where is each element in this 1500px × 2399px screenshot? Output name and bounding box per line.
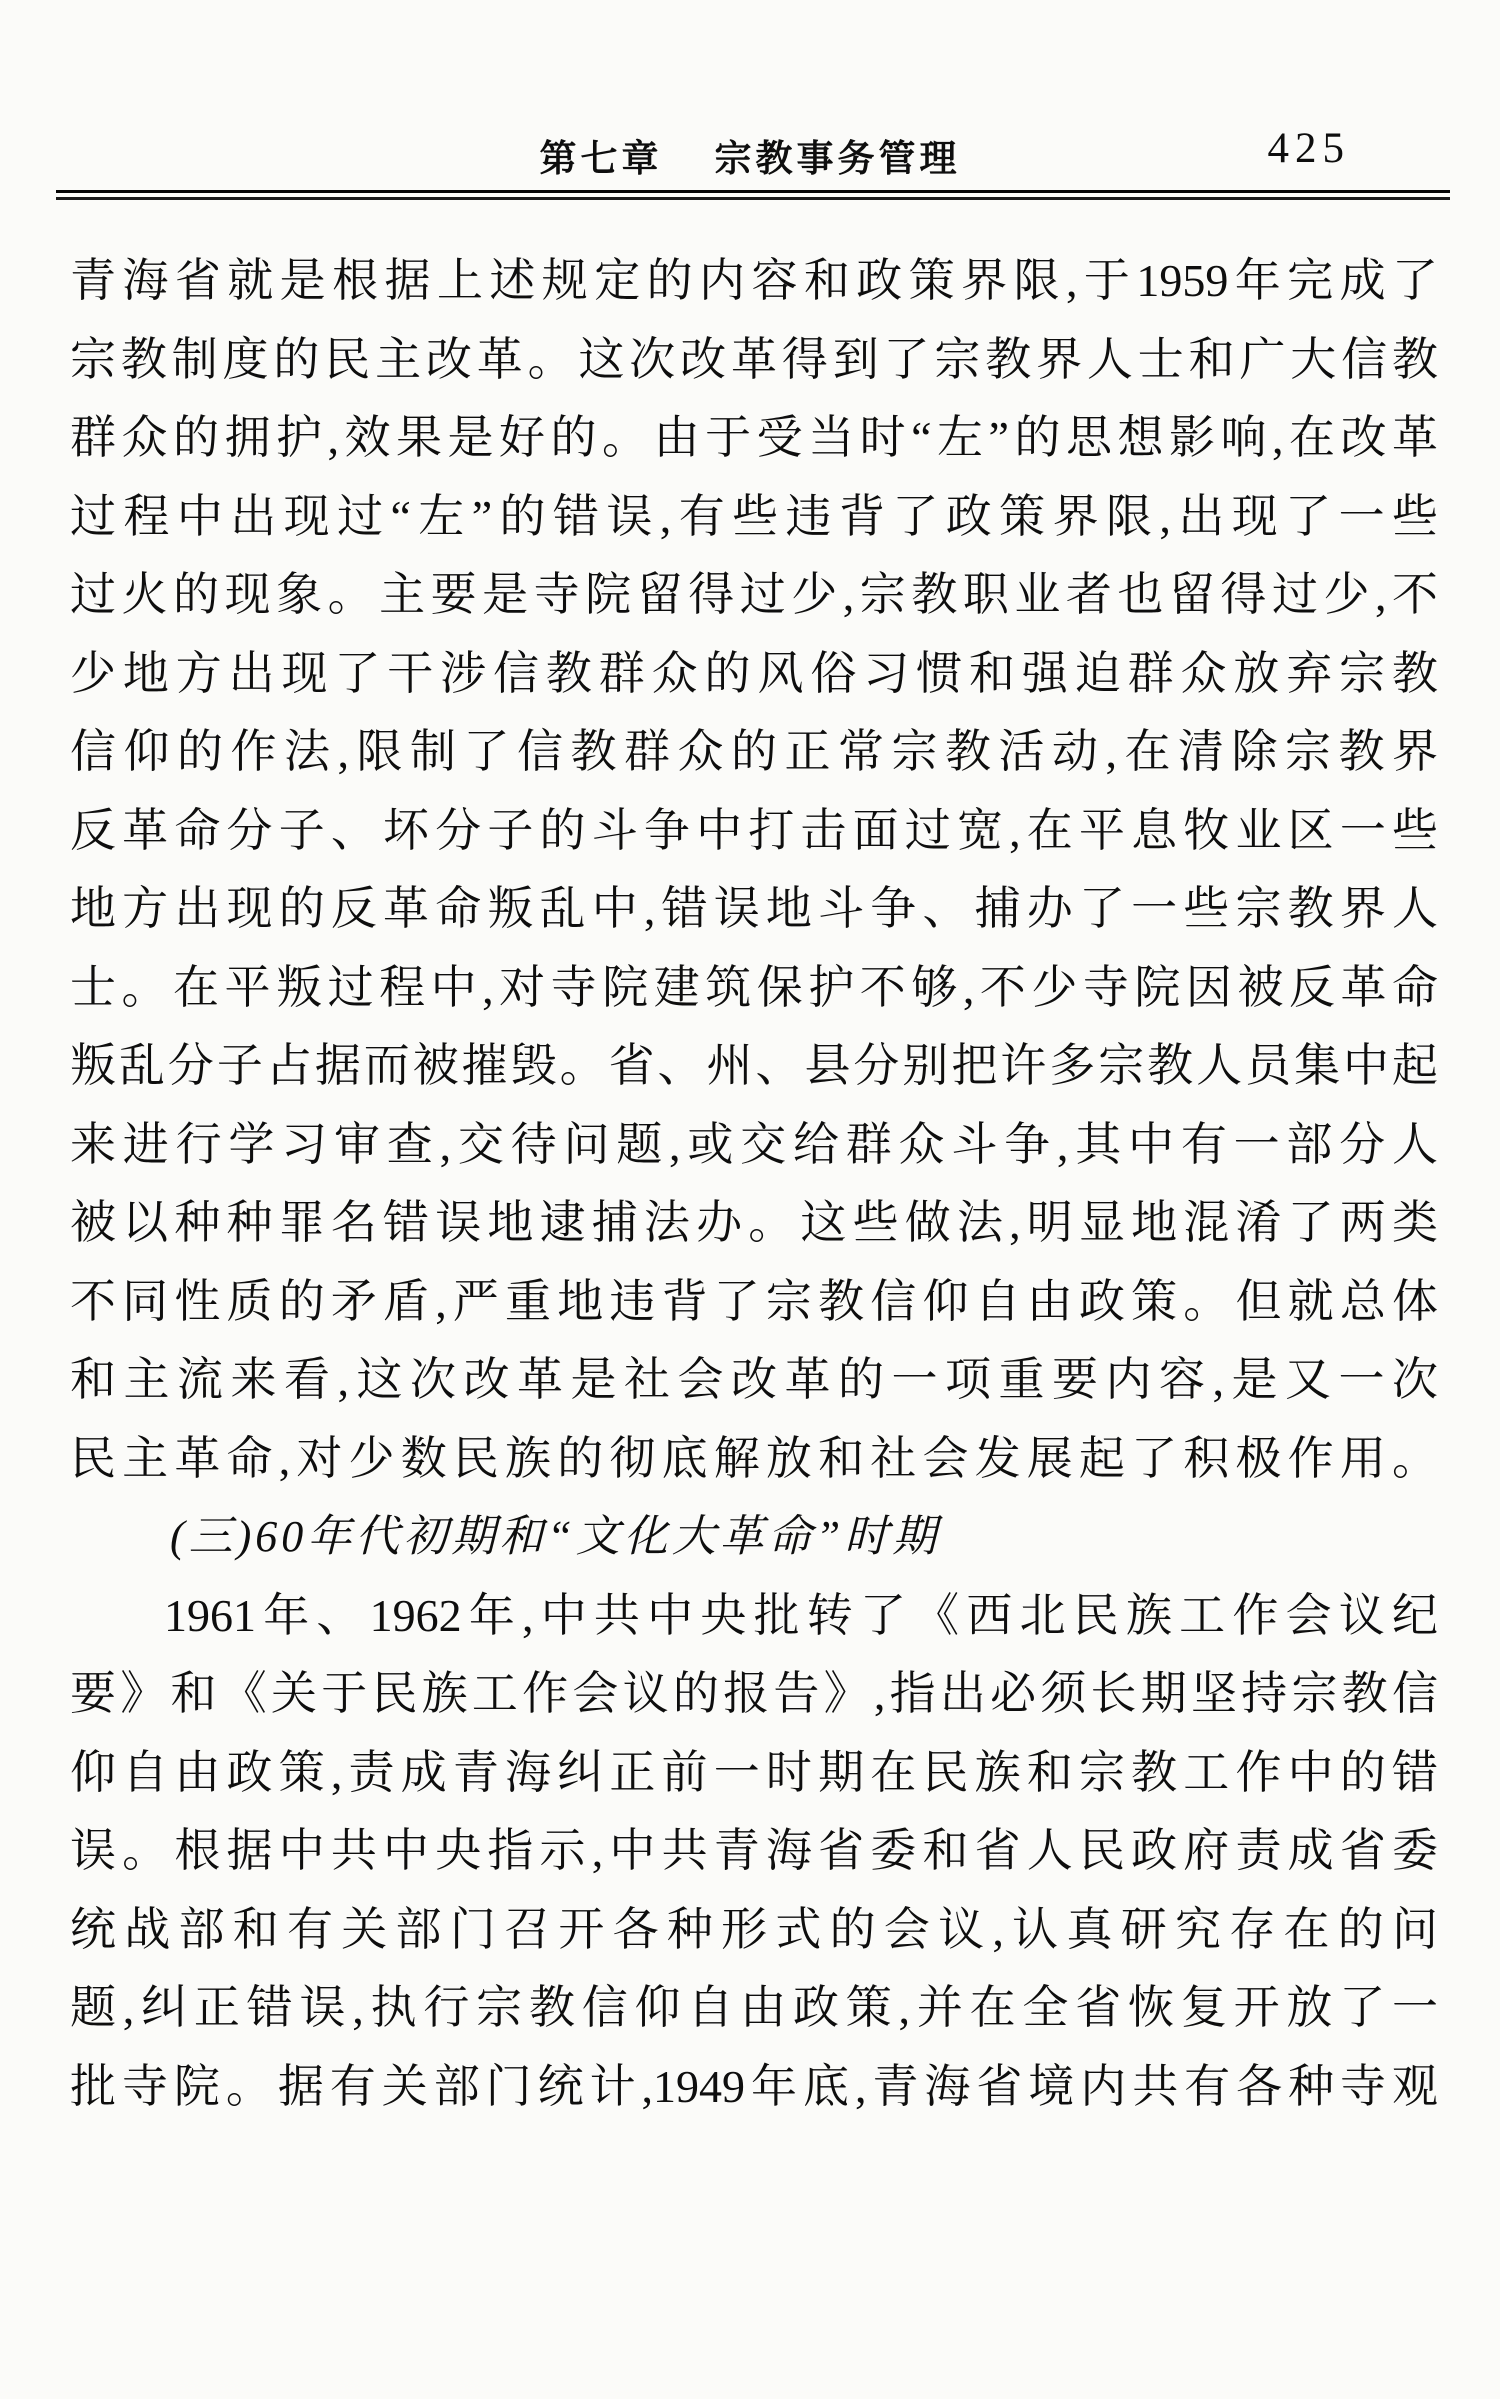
text-line: 信仰的作法,限制了信教群众的正常宗教活动,在清除宗教界 (70, 726, 1438, 777)
text-line: 批寺院。据有关部门统计,1949年底,青海省境内共有各种寺观 (70, 2060, 1438, 2112)
text-line: 和主流来看,这次改革是社会改革的一项重要内容,是又一次 (70, 1354, 1438, 1405)
text-line: 要》和《关于民族工作会议的报告》,指出必须长期坚持宗教信 (70, 1668, 1438, 1719)
chapter-title: 宗教事务管理 (714, 139, 961, 180)
page-header (70, 125, 1430, 180)
text-line: 群众的拥护,效果是好的。由于受当时“左”的思想影响,在改革 (70, 412, 1438, 463)
text-line: 地方出现的反革命叛乱中,错误地斗争、捕办了一些宗教界人 (70, 883, 1438, 934)
text-line: 仰自由政策,责成青海纠正前一时期在民族和宗教工作中的错 (70, 1746, 1438, 1798)
text-line: 宗教制度的民主改革。这次改革得到了宗教界人士和广大信教 (70, 333, 1438, 385)
running-head (70, 128, 1430, 182)
text-line: 1961年、1962年,中共中央批转了《西北民族工作会议纪 (164, 1589, 1438, 1641)
book-page (0, 125, 1500, 2399)
text-line: 士。在平叛过程中,对寺院建筑保护不够,不少寺院因被反革命 (70, 961, 1438, 1013)
text-line: 来进行学习审查,交待问题,或交给群众斗争,其中有一部分人 (70, 1118, 1438, 1170)
text-line: 过程中出现过“左”的错误,有些违背了政策界限,出现了一些 (70, 490, 1438, 542)
text-line: 误。根据中共中央指示,中共青海省委和省人民政府责成省委 (70, 1825, 1438, 1876)
text-line: 过火的现象。主要是寺院留得过少,宗教职业者也留得过少,不 (70, 569, 1438, 620)
text-line: 民主革命,对少数民族的彻底解放和社会发展起了积极作用。 (70, 1432, 1438, 1484)
page-number: 425 (1267, 125, 1350, 172)
text-line: 反革命分子、坏分子的斗争中打击面过宽,在平息牧业区一些 (70, 804, 1438, 856)
header-rule (56, 190, 1450, 200)
page-body (70, 242, 1438, 2126)
text-line: 青海省就是根据上述规定的内容和政策界限,于1959年完成了 (70, 255, 1438, 306)
text-line: (三)60年代初期和“文化大革命”时期 (170, 1512, 941, 1561)
text-line: 统战部和有关部门召开各种形式的会议,认真研究存在的问 (70, 1903, 1438, 1955)
text-line: 叛乱分子占据而被摧毁。省、州、县分别把许多宗教人员集中起 (70, 1040, 1438, 1091)
text-line: 题,纠正错误,执行宗教信仰自由政策,并在全省恢复开放了一 (70, 1982, 1438, 2033)
text-line: 少地方出现了干涉信教群众的风俗习惯和强迫群众放弃宗教 (70, 647, 1438, 699)
text-line: 不同性质的矛盾,严重地违背了宗教信仰自由政策。但就总体 (70, 1275, 1438, 1327)
chapter-label: 第七章 (539, 139, 663, 180)
text-line: 被以种种罪名错误地逮捕法办。这些做法,明显地混淆了两类 (70, 1197, 1438, 1248)
